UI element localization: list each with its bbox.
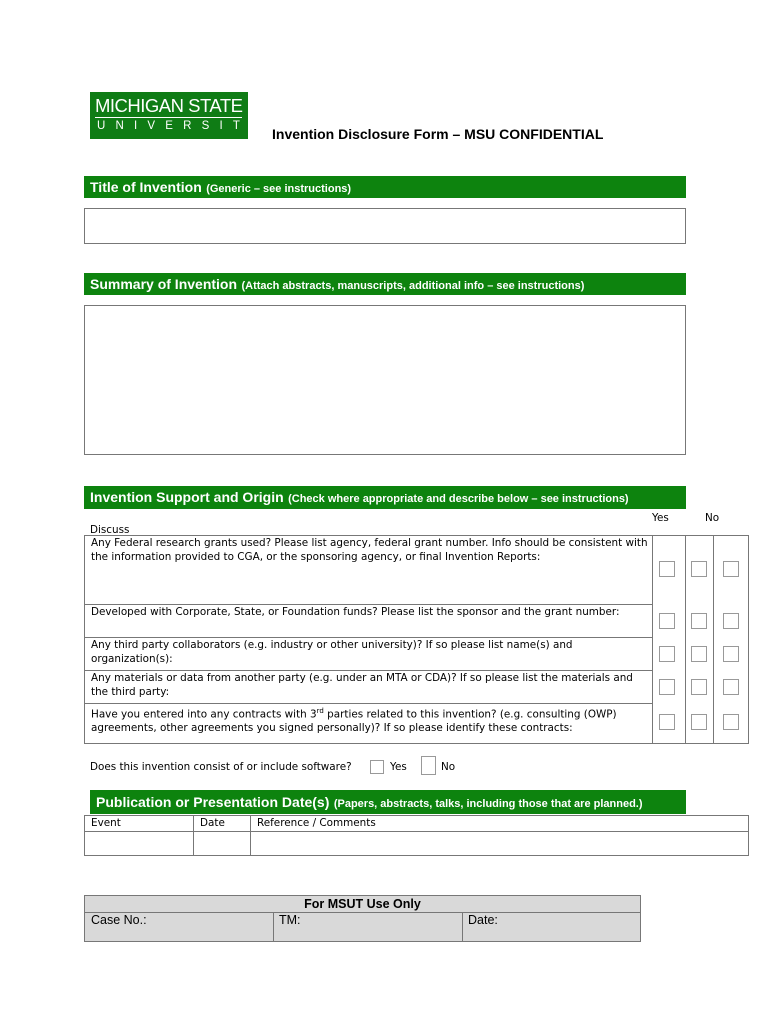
question-text: Any materials or data from another party (e.g. under an MTA or CDA)? If so please list the materials and the third party: bbox=[91, 672, 633, 698]
contracts-discuss-checkbox[interactable] bbox=[723, 714, 739, 730]
question-text: Any third party collaborators (e.g. industry or other university)? If so please list name(s) and organization(s): bbox=[91, 639, 573, 665]
software-no-checkbox[interactable] bbox=[421, 756, 436, 775]
reference-column-header bbox=[250, 815, 749, 832]
question-row-corporate[interactable] bbox=[84, 604, 653, 638]
software-yes-label: Yes bbox=[390, 761, 407, 773]
date-header-text: Date bbox=[200, 817, 225, 829]
column-discuss-label: Discuss bbox=[90, 524, 130, 536]
logo-line1: MICHIGAN STATE bbox=[95, 95, 243, 116]
support-section-note: (Check where appropriate and describe below – see instructions) bbox=[288, 493, 629, 505]
question-text bbox=[91, 705, 648, 735]
publication-section-header bbox=[90, 790, 686, 814]
question-text-part1: Have you entered into any contracts with 3 bbox=[91, 708, 317, 721]
title-input[interactable] bbox=[84, 208, 686, 244]
publication-section-note: (Papers, abstracts, talks, including those that are planned.) bbox=[333, 798, 643, 810]
question-row-materials[interactable] bbox=[84, 670, 653, 704]
federal-discuss-checkbox[interactable] bbox=[723, 561, 739, 577]
software-yes-checkbox[interactable] bbox=[370, 760, 384, 774]
publication-section-heading: Publication or Presentation Date(s) bbox=[96, 794, 330, 810]
software-no-label: No bbox=[441, 761, 456, 773]
column-yes-label: Yes bbox=[652, 512, 669, 524]
materials-yes-checkbox[interactable] bbox=[659, 679, 675, 695]
materials-discuss-checkbox[interactable] bbox=[723, 679, 739, 695]
column-no-label: No bbox=[705, 512, 720, 524]
question-text: Developed with Corporate, State, or Foundation funds? Please list the sponsor and the grant number: bbox=[91, 606, 620, 618]
event-column-header bbox=[84, 815, 194, 832]
page-title: Invention Disclosure Form – MSU CONFIDENTIAL bbox=[272, 126, 604, 142]
reference-header-text: Reference / Comments bbox=[257, 817, 376, 829]
msut-date-cell[interactable] bbox=[462, 912, 640, 941]
question-row-contracts[interactable] bbox=[84, 703, 653, 744]
contracts-no-checkbox[interactable] bbox=[691, 714, 707, 730]
question-text-superscript: rd bbox=[316, 707, 324, 715]
federal-no-checkbox[interactable] bbox=[691, 561, 707, 577]
msut-header: For MSUT Use Only bbox=[85, 896, 640, 913]
event-header-text: Event bbox=[91, 817, 121, 829]
title-section-note: (Generic – see instructions) bbox=[206, 183, 352, 195]
federal-yes-checkbox[interactable] bbox=[659, 561, 675, 577]
msu-logo bbox=[90, 92, 269, 139]
collaborators-no-checkbox[interactable] bbox=[691, 646, 707, 662]
question-row-collaborators[interactable] bbox=[84, 637, 653, 671]
logo-line2: UNIVERSITY bbox=[97, 120, 269, 132]
msut-use-box bbox=[84, 895, 641, 942]
case-no-label: Case No.: bbox=[91, 913, 147, 927]
question-row-federal[interactable] bbox=[84, 535, 653, 605]
materials-no-checkbox[interactable] bbox=[691, 679, 707, 695]
collaborators-discuss-checkbox[interactable] bbox=[723, 646, 739, 662]
case-no-cell[interactable] bbox=[85, 912, 274, 941]
collaborators-yes-checkbox[interactable] bbox=[659, 646, 675, 662]
support-section-header bbox=[84, 486, 686, 509]
corporate-no-checkbox[interactable] bbox=[691, 613, 707, 629]
msut-date-label: Date: bbox=[468, 913, 498, 927]
support-section-heading: Invention Support and Origin bbox=[90, 489, 284, 505]
contracts-yes-checkbox[interactable] bbox=[659, 714, 675, 730]
summary-section-heading: Summary of Invention bbox=[90, 276, 238, 292]
question-text-part2: parties related to this invention? (e.g. consulting (OWP) agreements, other agreements you signed personally)? If so please identify these contracts: bbox=[91, 708, 617, 734]
title-section-header bbox=[84, 176, 686, 198]
date-input[interactable] bbox=[193, 831, 251, 856]
corporate-discuss-checkbox[interactable] bbox=[723, 613, 739, 629]
tm-cell[interactable] bbox=[273, 912, 463, 941]
summary-section-note: (Attach abstracts, manuscripts, additional info – see instructions) bbox=[241, 280, 585, 292]
summary-section-header bbox=[84, 273, 686, 295]
summary-input[interactable] bbox=[84, 305, 686, 455]
tm-label: TM: bbox=[279, 913, 301, 927]
event-input[interactable] bbox=[84, 831, 194, 856]
corporate-yes-checkbox[interactable] bbox=[659, 613, 675, 629]
logo-divider bbox=[95, 117, 242, 118]
title-section-heading: Title of Invention bbox=[90, 179, 202, 195]
date-column-header bbox=[193, 815, 251, 832]
reference-input[interactable] bbox=[250, 831, 749, 856]
software-question: Does this invention consist of or include software? bbox=[90, 761, 352, 773]
question-text: Any Federal research grants used? Please list agency, federal grant number. Info should be consistent with the information provided to CGA, or the sponsoring agency, or final Invention Reports: bbox=[91, 537, 648, 563]
